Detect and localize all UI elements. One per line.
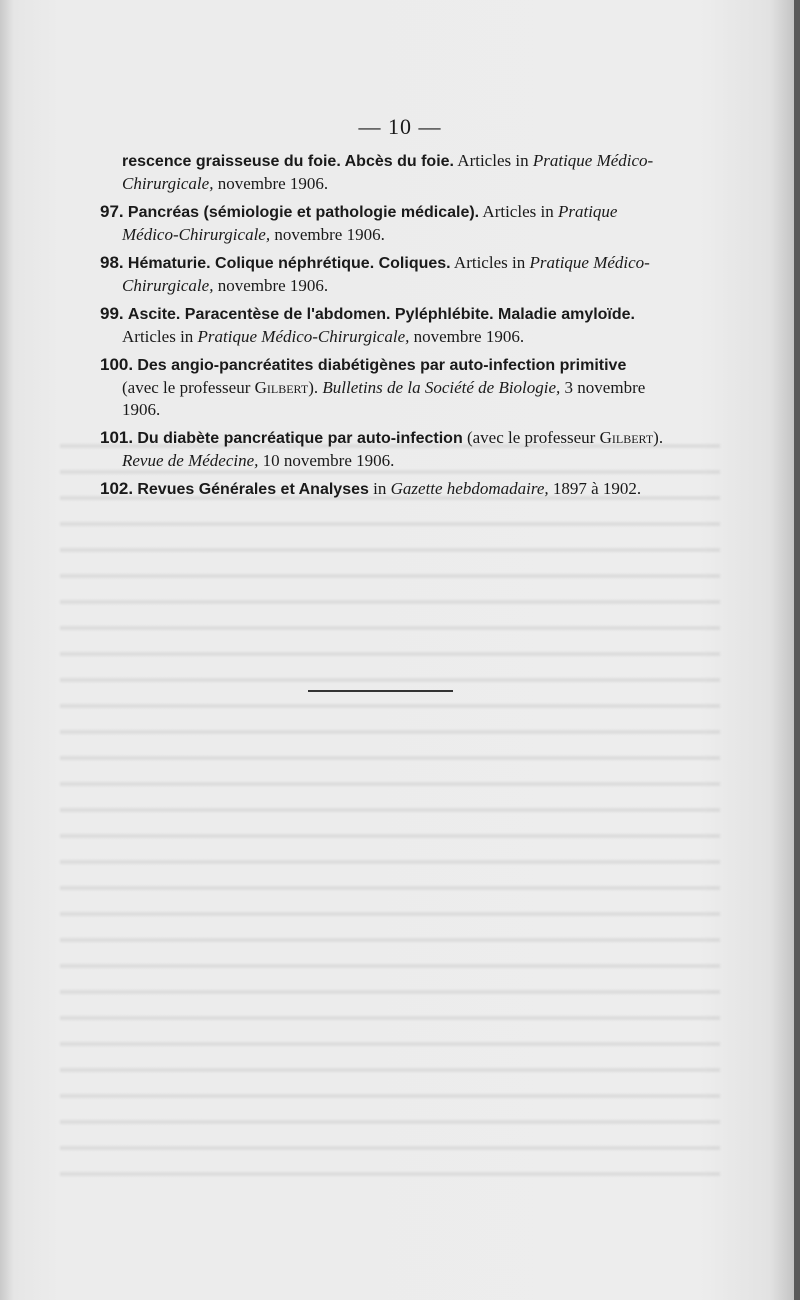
entry-date: novembre 1906. <box>270 225 385 244</box>
entry-title: Ascite. Paracentèse de l'abdomen. Pyléphlébite. Maladie amyloïde. <box>127 306 635 323</box>
entry-number: 97. <box>100 202 124 221</box>
entry-journal: Bulletins de la Société de Biologie, <box>322 378 561 397</box>
list-item <box>100 354 665 421</box>
entry-text: (avec le professeur <box>122 378 255 397</box>
list-item <box>100 201 665 246</box>
bibliography-list <box>100 150 665 501</box>
list-item <box>100 303 665 348</box>
page-number: — 10 — <box>358 114 442 139</box>
entry-date: novembre 1906. <box>409 327 525 346</box>
entry-journal: Revue de Médecine, <box>122 451 259 470</box>
entry-text: Articles in <box>453 151 533 170</box>
entry-text: Articles in <box>479 202 558 221</box>
entry-title: Pancréas (sémiologie et pathologie médicale). <box>127 204 480 221</box>
entry-journal: Pratique Médico-Chirurgicale, <box>122 151 654 193</box>
entry-text: in <box>368 479 391 498</box>
show-through-text <box>60 430 720 1190</box>
entry-coauthor: Gilbert <box>254 378 309 397</box>
list-item <box>100 478 665 501</box>
entry-text: (avec le professeur <box>462 428 600 447</box>
entry-text-after-coauthor: ). <box>653 428 664 447</box>
entry-journal: Gazette hebdomadaire, <box>390 479 549 498</box>
list-item <box>100 427 665 472</box>
entry-date: novembre 1906. <box>213 174 329 193</box>
entry-number: 98. <box>100 253 124 272</box>
entry-date: 10 novembre 1906. <box>258 451 395 470</box>
list-item <box>100 252 665 297</box>
page-edge <box>794 0 800 1300</box>
entry-journal: Pratique Médico-Chirurgicale, <box>122 202 618 244</box>
entry-coauthor: Gilbert <box>599 428 654 447</box>
entry-title: rescence graisseuse du foie. Abcès du foie. <box>122 153 454 170</box>
entry-text: Articles in <box>450 253 530 272</box>
entry-title: Hématurie. Colique néphrétique. Coliques. <box>127 255 451 272</box>
entry-title: Des angio-pancréatites diabétigènes par auto-infection primitive <box>137 357 627 374</box>
list-item <box>100 150 665 195</box>
entry-title: Revues Générales et Analyses <box>137 481 369 498</box>
section-divider <box>308 690 453 692</box>
entry-date: novembre 1906. <box>213 276 329 295</box>
entry-number: 100. <box>100 355 134 374</box>
entry-number: 99. <box>100 304 124 323</box>
entry-date: 1897 à 1902. <box>548 479 642 498</box>
entry-journal: Pratique Médico-Chirurgicale, <box>122 253 650 295</box>
entry-number: 101. <box>100 428 134 447</box>
entry-title: Du diabète pancréatique par auto-infection <box>137 430 463 447</box>
entry-text: Articles in <box>122 327 198 346</box>
entry-number: 102. <box>100 479 134 498</box>
entry-text-after-coauthor: ). <box>308 378 323 397</box>
entry-date: 3 novembre 1906. <box>122 378 646 419</box>
entry-journal: Pratique Médico-Chirurgicale, <box>197 327 410 346</box>
